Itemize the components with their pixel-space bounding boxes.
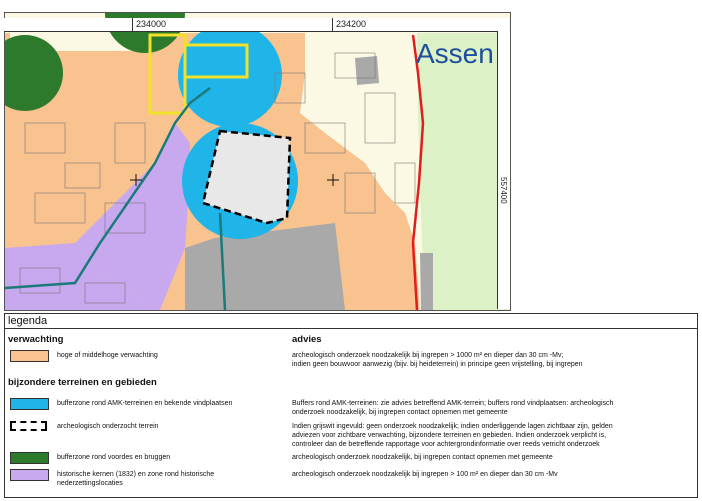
legend-label-expectation: hoge of middelhoge verwachting	[57, 352, 158, 359]
legend-label-historic: historische kernen (1832) en zone rond historische nederzettingslocaties	[57, 471, 215, 487]
legend-label-ford-buffer: bufferzone rond voordes en bruggen	[57, 454, 171, 461]
coordinate-bar	[4, 18, 509, 32]
amk-buffer-circle	[178, 23, 282, 127]
legend-heading-advice: advies	[292, 334, 322, 345]
coord-label-left: 234000	[136, 19, 167, 29]
legend-advice-ford-buffer: archeologisch onderzoek noodzakelijk, bij ingrepen contact opnemen met gemeente	[292, 454, 553, 461]
city-label: Assen	[416, 38, 494, 69]
legend-advice-historic: archeologisch onderzoek noodzakelijk bij ingrepen > 100 m² en dieper dan 30 cm -Mv	[292, 471, 558, 478]
legend-swatch-expectation	[10, 350, 49, 362]
legend-label-amk-buffer: bufferzone rond AMK-terreinen en bekende vindplaatsen	[57, 400, 233, 407]
coordinate-side-bar	[497, 31, 510, 309]
legend-swatch-amk-buffer	[10, 398, 49, 410]
legend-swatch-historic	[10, 469, 49, 481]
legend-advice-expectation: archeologisch onderzoek noodzakelijk bij ingrepen > 1000 m² en dieper dan 30 cm -Mv; indien geen bouwvoor aanwezig (bijv. bij heideterrein) in principe geen vrijstelling, bij ingrepen	[292, 352, 583, 368]
industry-block	[355, 56, 379, 85]
legend-advice-amk-buffer: Buffers rond AMK-terreinen: zie advies betreffend AMK-terrein; buffers rond vindplaatsen: archeologisch onderzoek noodzakelijk, bij ingrepen contact opnemen met gemeente	[292, 400, 614, 416]
coord-label-right: 234200	[336, 19, 367, 29]
legend-label-researched: archeologisch onderzocht terrein	[57, 423, 159, 430]
industry-area-2	[420, 253, 433, 310]
legend-title: legenda	[8, 315, 48, 327]
legend-panel	[4, 313, 698, 498]
legend-divider	[5, 328, 697, 329]
legend-heading-special: bijzondere terreinen en gebieden	[8, 377, 157, 388]
legend-heading-expectation: verwachting	[8, 334, 64, 345]
legend-swatch-researched	[10, 421, 47, 431]
coord-side-label: 557400	[499, 177, 508, 204]
legend-swatch-ford-buffer	[10, 452, 49, 464]
legend-advice-researched: Indien grijswit ingevuld: geen onderzoek noodzakelijk; indien onderliggende lagen zichtbaar zijn, gelden adviezen voor zichtbare verwachting, bijzondere terreinen en gebieden. Indien onderzoek verplicht is, controleer dan de betreffende rapportage voor achtergrondinformatie over reeds verricht onderzoek	[292, 423, 613, 448]
coord-tick-2	[332, 18, 333, 31]
coord-tick	[132, 18, 133, 31]
